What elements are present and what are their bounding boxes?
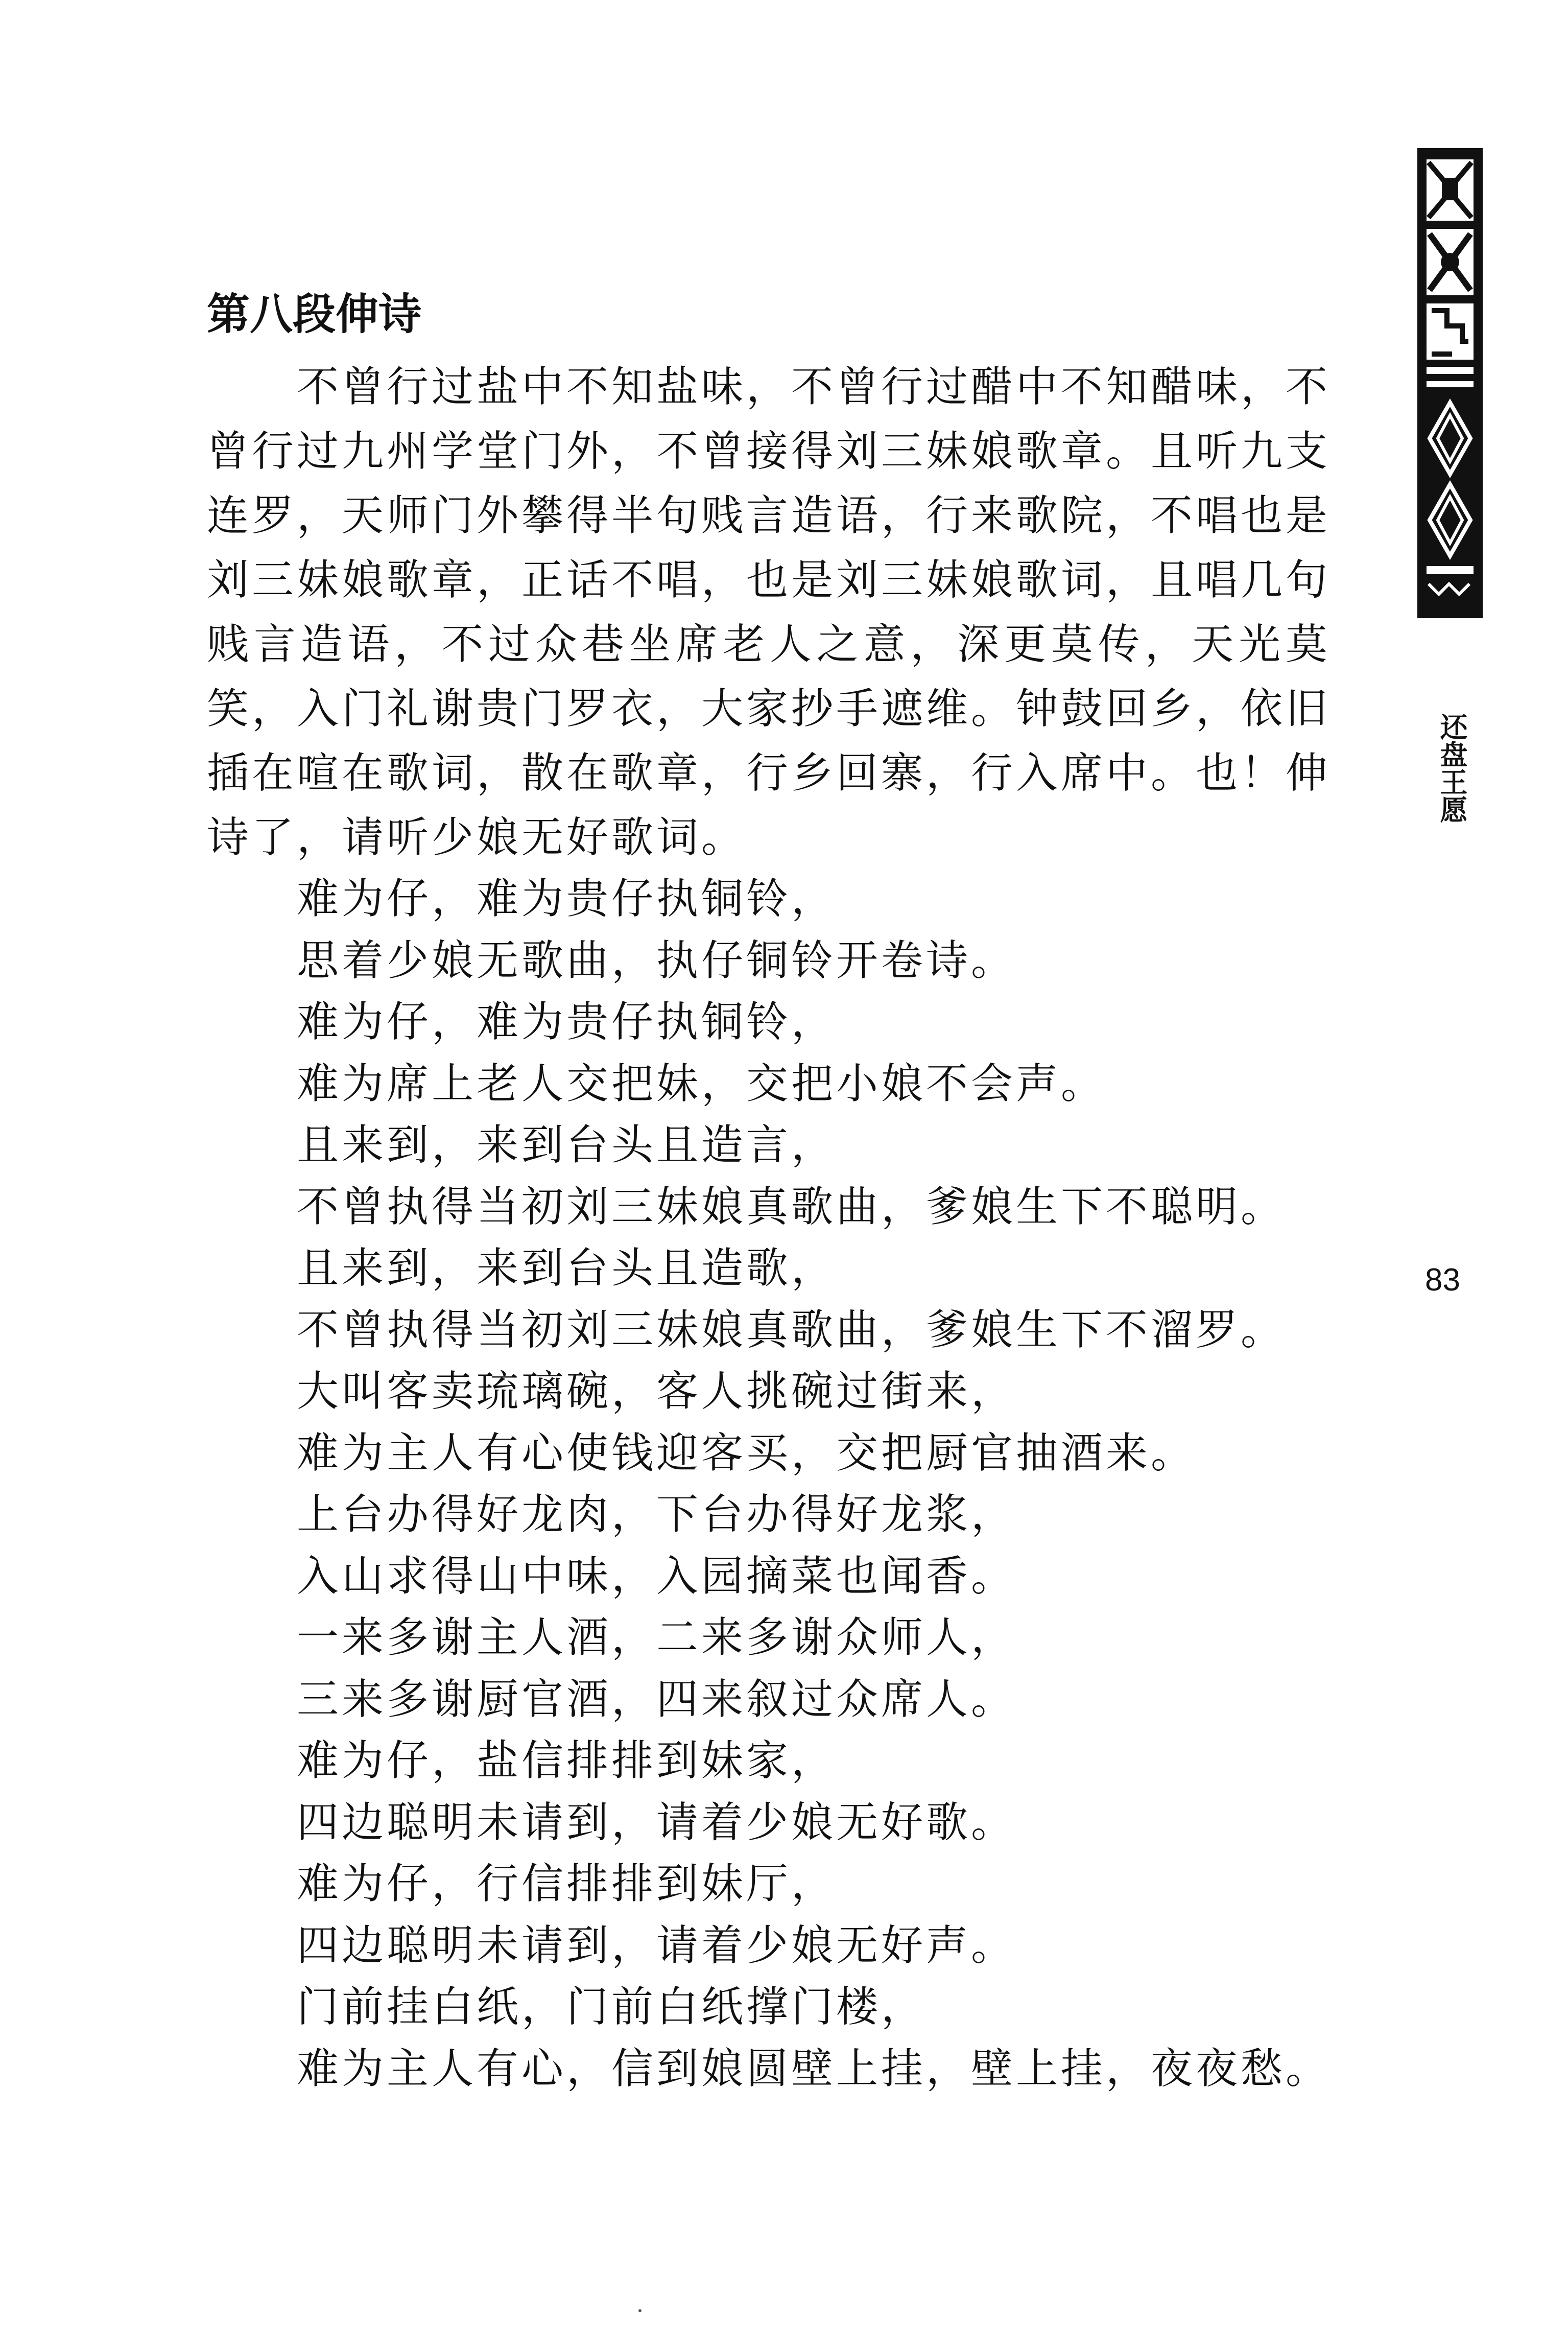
verse-line: 思着少娘无歌曲，执仔铜铃开卷诗。 [297,936,1016,985]
verse-line: 且来到，来到台头且造言， [297,1121,837,1169]
verse-line: 三来多谢厨官酒，四来叙过众席人。 [297,1675,1016,1724]
decorative-pattern-banner [1417,148,1483,618]
verse-line: 大叫客卖琉璃碗，客人挑碗过街来， [297,1367,1016,1416]
verse-line: 难为仔，难为贵仔执铜铃， [297,875,837,923]
verse-block [297,868,1369,2100]
running-title: 还盘王愿 [1436,713,1468,823]
verse-line: 入山求得山中味，入园摘菜也闻香。 [297,1552,1016,1601]
verse-line: 不曾执得当初刘三妹娘真歌曲，爹娘生下不溜罗。 [297,1305,1286,1354]
intro-paragraph: 不曾行过盐中不知盐味，不曾行过醋中不知醋味，不曾行过九州学堂门外，不曾接得刘三妹娘歌章。且听九支连罗，天师门外攀得半句贱言造语，行来歌院，不唱也是刘三妹娘歌章，正话不唱，也是刘三妹娘歌词，且唱几句贱言造语，不过众巷坐席老人之意，深更莫传，天光莫笑，入门礼谢贵门罗衣，大家抄手遮维。钟鼓回乡，依旧插在喧在歌词，散在歌章，行乡回寨，行入席中。也！伸诗了，请听少娘无好歌词。 [207,363,1331,862]
verse-line: 四边聪明未请到，请着少娘无好歌。 [297,1798,1016,1847]
verse-line: 难为仔，盐信排排到妹家， [297,1736,837,1785]
verse-line: 不曾执得当初刘三妹娘真歌曲，爹娘生下不聪明。 [297,1182,1286,1231]
verse-line: 且来到，来到台头且造歌， [297,1244,837,1293]
prose-block [207,355,1331,870]
verse-line: 难为主人有心使钱迎客买，交把厨官抽酒来。 [297,1428,1196,1477]
scan-speck [638,2309,642,2312]
verse-line: 难为仔，难为贵仔执铜铃， [297,998,837,1046]
verse-line: 难为席上老人交把妹，交把小娘不会声。 [297,1059,1106,1108]
pattern-motif-icon [1421,152,1479,614]
verse-line: 难为仔，行信排排到妹厅， [297,1860,837,1908]
verse-line: 难为主人有心，信到娘圆壁上挂，壁上挂，夜夜愁。 [297,2044,1331,2093]
verse-line: 门前挂白纸，门前白纸撑门楼， [297,1983,926,2031]
page-number: 83 [1425,1262,1460,1298]
section-heading: 第八段伸诗 [207,289,422,339]
verse-line: 上台办得好龙肉，下台办得好龙浆， [297,1490,1016,1539]
verse-line: 一来多谢主人酒，二来多谢众师人， [297,1613,1016,1662]
verse-line: 四边聪明未请到，请着少娘无好声。 [297,1921,1016,1970]
